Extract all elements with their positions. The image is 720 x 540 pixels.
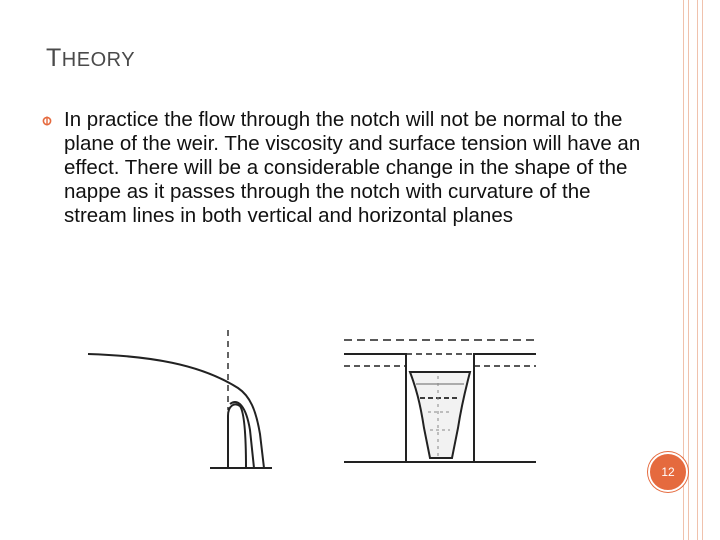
slide-title <box>46 44 135 73</box>
bullet-icon <box>42 116 52 126</box>
decorative-right-border-inner <box>688 0 698 540</box>
front-view-diagram <box>340 332 540 472</box>
bullet-text: In practice the flow through the notch will not be normal to the plane of the weir. The viscosity and surface tension will have an effect. There will be a considerable change in the shape of the nappe as it passes through the notch with curvature of the stream lines in both vertical and horizontal planes <box>64 108 641 227</box>
slide-title-rest: HEORY <box>61 49 136 71</box>
page-number-badge: 12 <box>648 452 688 492</box>
slide-title-initial: T <box>46 44 62 72</box>
decorative-right-border <box>683 0 703 540</box>
side-view-diagram <box>80 330 280 475</box>
